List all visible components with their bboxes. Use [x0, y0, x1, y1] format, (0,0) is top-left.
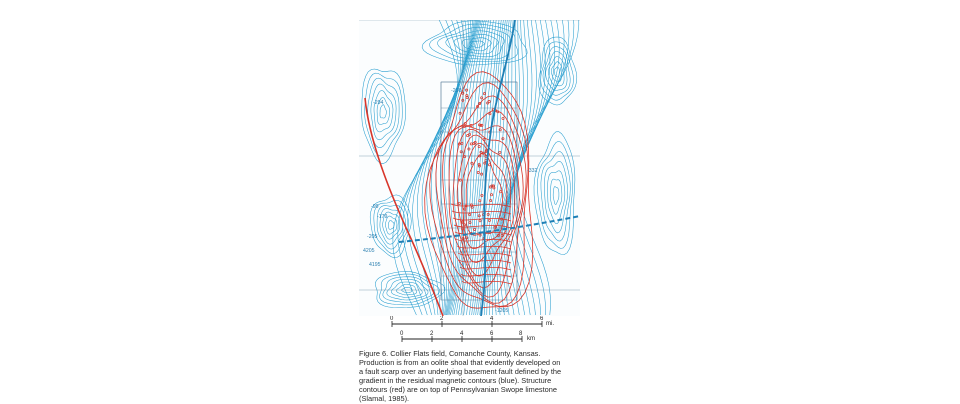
well-symbol [488, 219, 490, 221]
caption-line: contours (red) are on top of Pennsylvanian Swope limestone [359, 385, 558, 395]
scale-km-tick-label: 0 [400, 331, 404, 337]
scale-mi-tick-label: 2 [440, 316, 444, 322]
magnetic-contour-loop [380, 105, 386, 118]
magnetic-contour-loop [374, 200, 409, 253]
scale-mi-unit: mi. [546, 321, 554, 327]
well-symbol [470, 204, 472, 206]
contour-label: 4195 [369, 262, 381, 268]
magnetic-contour-line [514, 20, 569, 315]
magnetic-contours [362, 20, 579, 315]
scale-km-tick-label: 4 [460, 331, 464, 337]
well-symbol [464, 208, 466, 210]
well-symbol [467, 135, 469, 137]
magnetic-contour-line [512, 20, 564, 315]
scale-mi-tick-label: 4 [490, 316, 494, 322]
well-symbol [499, 129, 501, 131]
contour-label: -179 [377, 214, 388, 220]
well-symbol [477, 171, 479, 173]
well-symbol [466, 95, 468, 97]
scale-km-unit: km [527, 336, 535, 342]
well-symbol [479, 220, 481, 222]
magnetic-contour-line [516, 20, 574, 315]
magnetic-contour-line [504, 20, 545, 315]
well-symbol [473, 228, 475, 230]
structure-contour-loop [430, 83, 528, 307]
contour-label: -1205 [495, 308, 509, 314]
caption-line: gradient in the residual magnetic contours (blue). Structure [359, 376, 552, 386]
scale-mi-tick-label: 6 [540, 316, 544, 322]
well-symbol [478, 146, 480, 148]
magnetic-contour-line [431, 20, 472, 315]
magnetic-contour-loop [371, 84, 396, 140]
well-symbol [462, 92, 464, 94]
magnetic-contour-loop [548, 171, 565, 224]
scale-mi-tick-label: 0 [390, 316, 394, 322]
scale-km-tick-label: 8 [519, 331, 523, 337]
contour-label: -99 [371, 204, 379, 210]
well-symbol [500, 191, 502, 193]
scale-km-tick-label: 2 [430, 331, 434, 337]
well-symbol [458, 202, 460, 204]
contour-label: -332 [527, 168, 538, 174]
well-symbol [469, 222, 471, 224]
well-symbol [471, 162, 473, 164]
figure-caption [359, 349, 585, 404]
well-symbol [483, 93, 485, 95]
contour-label: -294 [373, 100, 384, 106]
magnetic-contour-loop [534, 132, 575, 255]
contour-label: -205 [367, 234, 378, 240]
well-symbol [499, 151, 501, 153]
well-symbol [470, 143, 472, 145]
well-symbol [481, 194, 483, 196]
well-symbol [466, 89, 468, 91]
well-symbol [490, 200, 492, 202]
scale-bar [382, 316, 572, 346]
magnetic-contour-line [408, 20, 463, 315]
scale-km-tick-label: 6 [490, 331, 494, 337]
magnetic-contour-line [476, 20, 509, 315]
well-symbol [483, 139, 485, 141]
well-symbol [466, 237, 468, 239]
contour-label: -298 [451, 88, 462, 94]
contour-label: 4205 [363, 248, 375, 254]
caption-line: (Slamal, 1985). [359, 394, 410, 404]
caption-line: Figure 6. Collier Flats field, Comanche County, Kansas. [359, 349, 541, 358]
well-symbol [469, 214, 471, 216]
well-symbol [502, 117, 504, 119]
caption-line: Production is from an oolite shoal that evidently developed on [359, 358, 561, 368]
well-symbol [478, 163, 480, 165]
magnetic-contour-loop [541, 151, 570, 241]
magnetic-structure-map [359, 20, 580, 316]
well-symbol [464, 123, 466, 125]
well-symbol [462, 228, 464, 230]
well-symbol [488, 164, 490, 166]
well-symbol [464, 156, 466, 158]
well-symbol [479, 200, 481, 202]
magnetic-contour-loop [388, 220, 394, 229]
well-symbol [461, 142, 463, 144]
well-symbol [463, 224, 465, 226]
caption-line: a fault scarp over an underlying basement fault defined by the [359, 367, 562, 377]
well-symbol [490, 194, 492, 196]
well-symbol [473, 143, 475, 145]
magnetic-contour-loop [553, 187, 559, 205]
well-symbol [481, 97, 483, 99]
well-symbol [461, 221, 463, 223]
well-symbol [462, 99, 464, 101]
magnetic-contour-loop [551, 179, 562, 214]
